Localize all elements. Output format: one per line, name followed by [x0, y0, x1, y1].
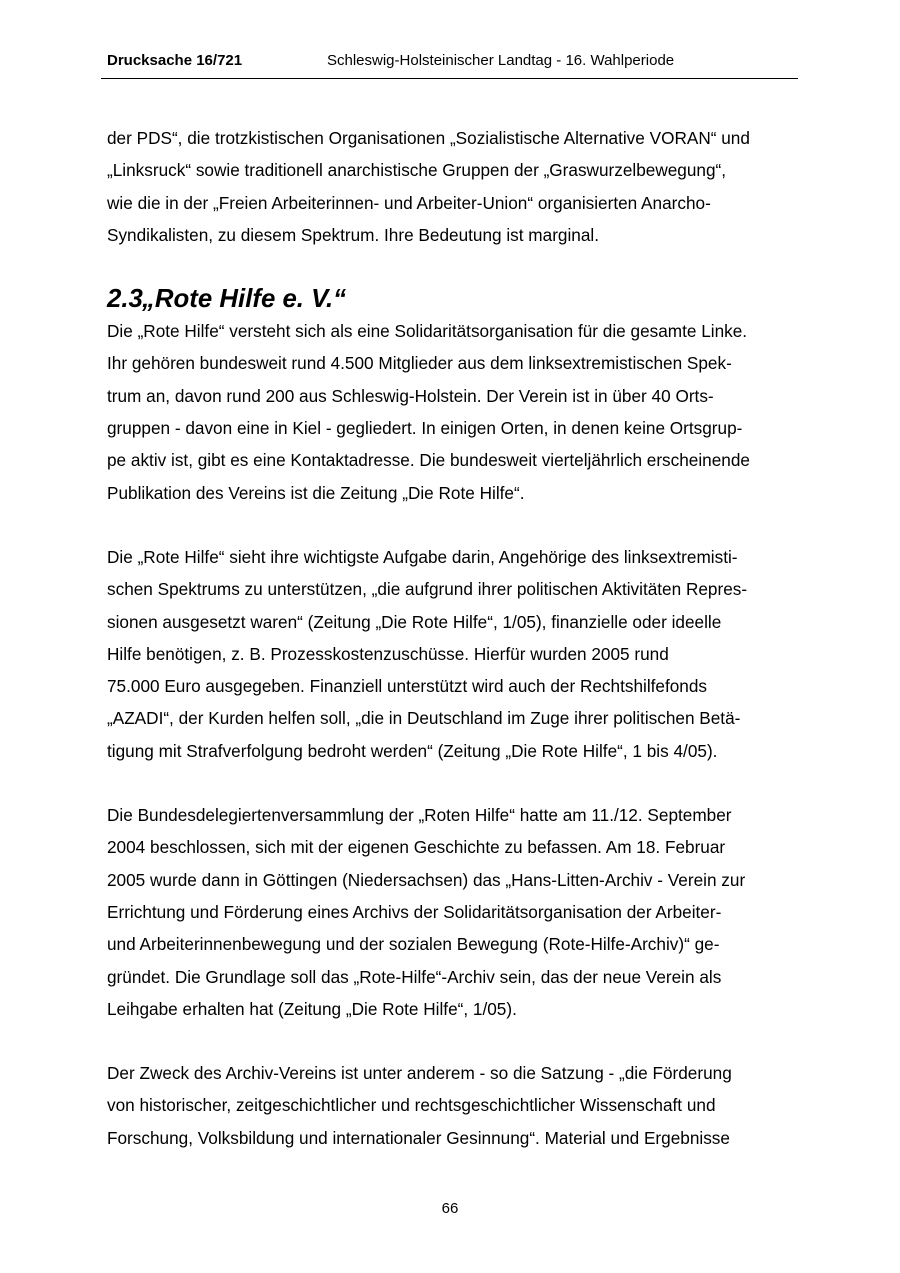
paragraph-1 [107, 122, 797, 251]
text-line: Forschung, Volksbildung und internationaler Gesinnung“. Material und Ergebnisse [107, 1127, 730, 1148]
text-line: Der Zweck des Archiv-Vereins ist unter anderem - so die Satzung - „die Förderung [107, 1063, 732, 1084]
text-line: trum an, davon rund 200 aus Schleswig-Holstein. Der Verein ist in über 40 Orts- [107, 385, 714, 406]
page-header [101, 52, 798, 79]
text-line: der PDS“, die trotzkistischen Organisationen „Sozialistische Alternative VORAN“ und [107, 128, 750, 148]
text-line: Die „Rote Hilfe“ versteht sich als eine Solidaritätsorganisation für die gesamte Linke. [107, 321, 748, 342]
paragraph-4 [107, 799, 797, 1025]
text-line: „Linksruck“ sowie traditionell anarchistische Gruppen der „Graswurzelbewegung“, [107, 160, 727, 181]
parliament-title: Schleswig-Holsteinischer Landtag - 16. Wahlperiode [327, 52, 675, 69]
text-line: Hilfe benötigen, z. B. Prozesskostenzuschüsse. Hierfür wurden 2005 rund [107, 643, 669, 664]
text-line: 75.000 Euro ausgegeben. Finanziell unterstützt wird auch der Rechtshilfefonds [107, 676, 708, 697]
text-line: Publikation des Vereins ist die Zeitung „Die Rote Hilfe“. [107, 482, 525, 503]
text-line: gruppen - davon eine in Kiel - gegliedert. In einigen Orten, in denen keine Ortsgrup- [107, 418, 743, 439]
paragraph-3 [107, 541, 797, 767]
text-line: pe aktiv ist, gibt es eine Kontaktadresse. Die bundesweit vierteljährlich erscheinende [107, 450, 750, 471]
page-body [107, 122, 797, 1154]
text-line: Errichtung und Förderung eines Archivs der Solidaritätsorganisation der Arbeiter- [107, 901, 722, 922]
text-line: Die Bundesdelegiertenversammlung der „Roten Hilfe“ hatte am 11./12. September [107, 805, 732, 826]
text-line: und Arbeiterinnenbewegung und der sozialen Bewegung (Rote-Hilfe-Archiv)“ ge- [107, 934, 720, 955]
section-number: 2.3 [107, 285, 143, 314]
paragraph-2 [107, 315, 797, 509]
text-line: „AZADI“, der Kurden helfen soll, „die in Deutschland im Zuge ihrer politischen Betä- [107, 708, 741, 729]
text-line: von historischer, zeitgeschichtlicher und rechtsgeschichtlicher Wissenschaft und [107, 1095, 716, 1116]
text-line: Syndikalisten, zu diesem Spektrum. Ihre Bedeutung ist marginal. [107, 224, 600, 245]
text-line: schen Spektrums zu unterstützen, „die aufgrund ihrer politischen Aktivitäten Repres- [107, 579, 748, 600]
paragraph-5 [107, 1057, 797, 1154]
text-line: sionen ausgesetzt waren“ (Zeitung „Die Rote Hilfe“, 1/05), finanzielle oder ideelle [107, 611, 722, 632]
text-line: Ihr gehören bundesweit rund 4.500 Mitglieder aus dem linksextremistischen Spek- [107, 353, 732, 374]
text-line: 2005 wurde dann in Göttingen (Niedersachsen) das „Hans-Litten-Archiv - Verein zur [107, 869, 746, 890]
text-line: Die „Rote Hilfe“ sieht ihre wichtigste Aufgabe darin, Angehörige des linksextremisti- [107, 546, 738, 567]
section-title: „Rote Hilfe e. V.“ [142, 285, 347, 314]
page-number: 66 [441, 1200, 459, 1217]
text-line: gründet. Die Grundlage soll das „Rote-Hilfe“-Archiv sein, das der neue Verein als [107, 966, 722, 987]
section-heading [107, 283, 797, 315]
document-number: Drucksache 16/721 [107, 52, 243, 69]
text-line: Leihgabe erhalten hat (Zeitung „Die Rote Hilfe“, 1/05). [107, 998, 517, 1019]
text-line: tigung mit Strafverfolgung bedroht werden“ (Zeitung „Die Rote Hilfe“, 1 bis 4/05). [107, 740, 718, 761]
text-line: wie die in der „Freien Arbeiterinnen- und Arbeiter-Union“ organisierten Anarcho- [107, 192, 711, 213]
text-line: 2004 beschlossen, sich mit der eigenen Geschichte zu befassen. Am 18. Februar [107, 837, 726, 858]
